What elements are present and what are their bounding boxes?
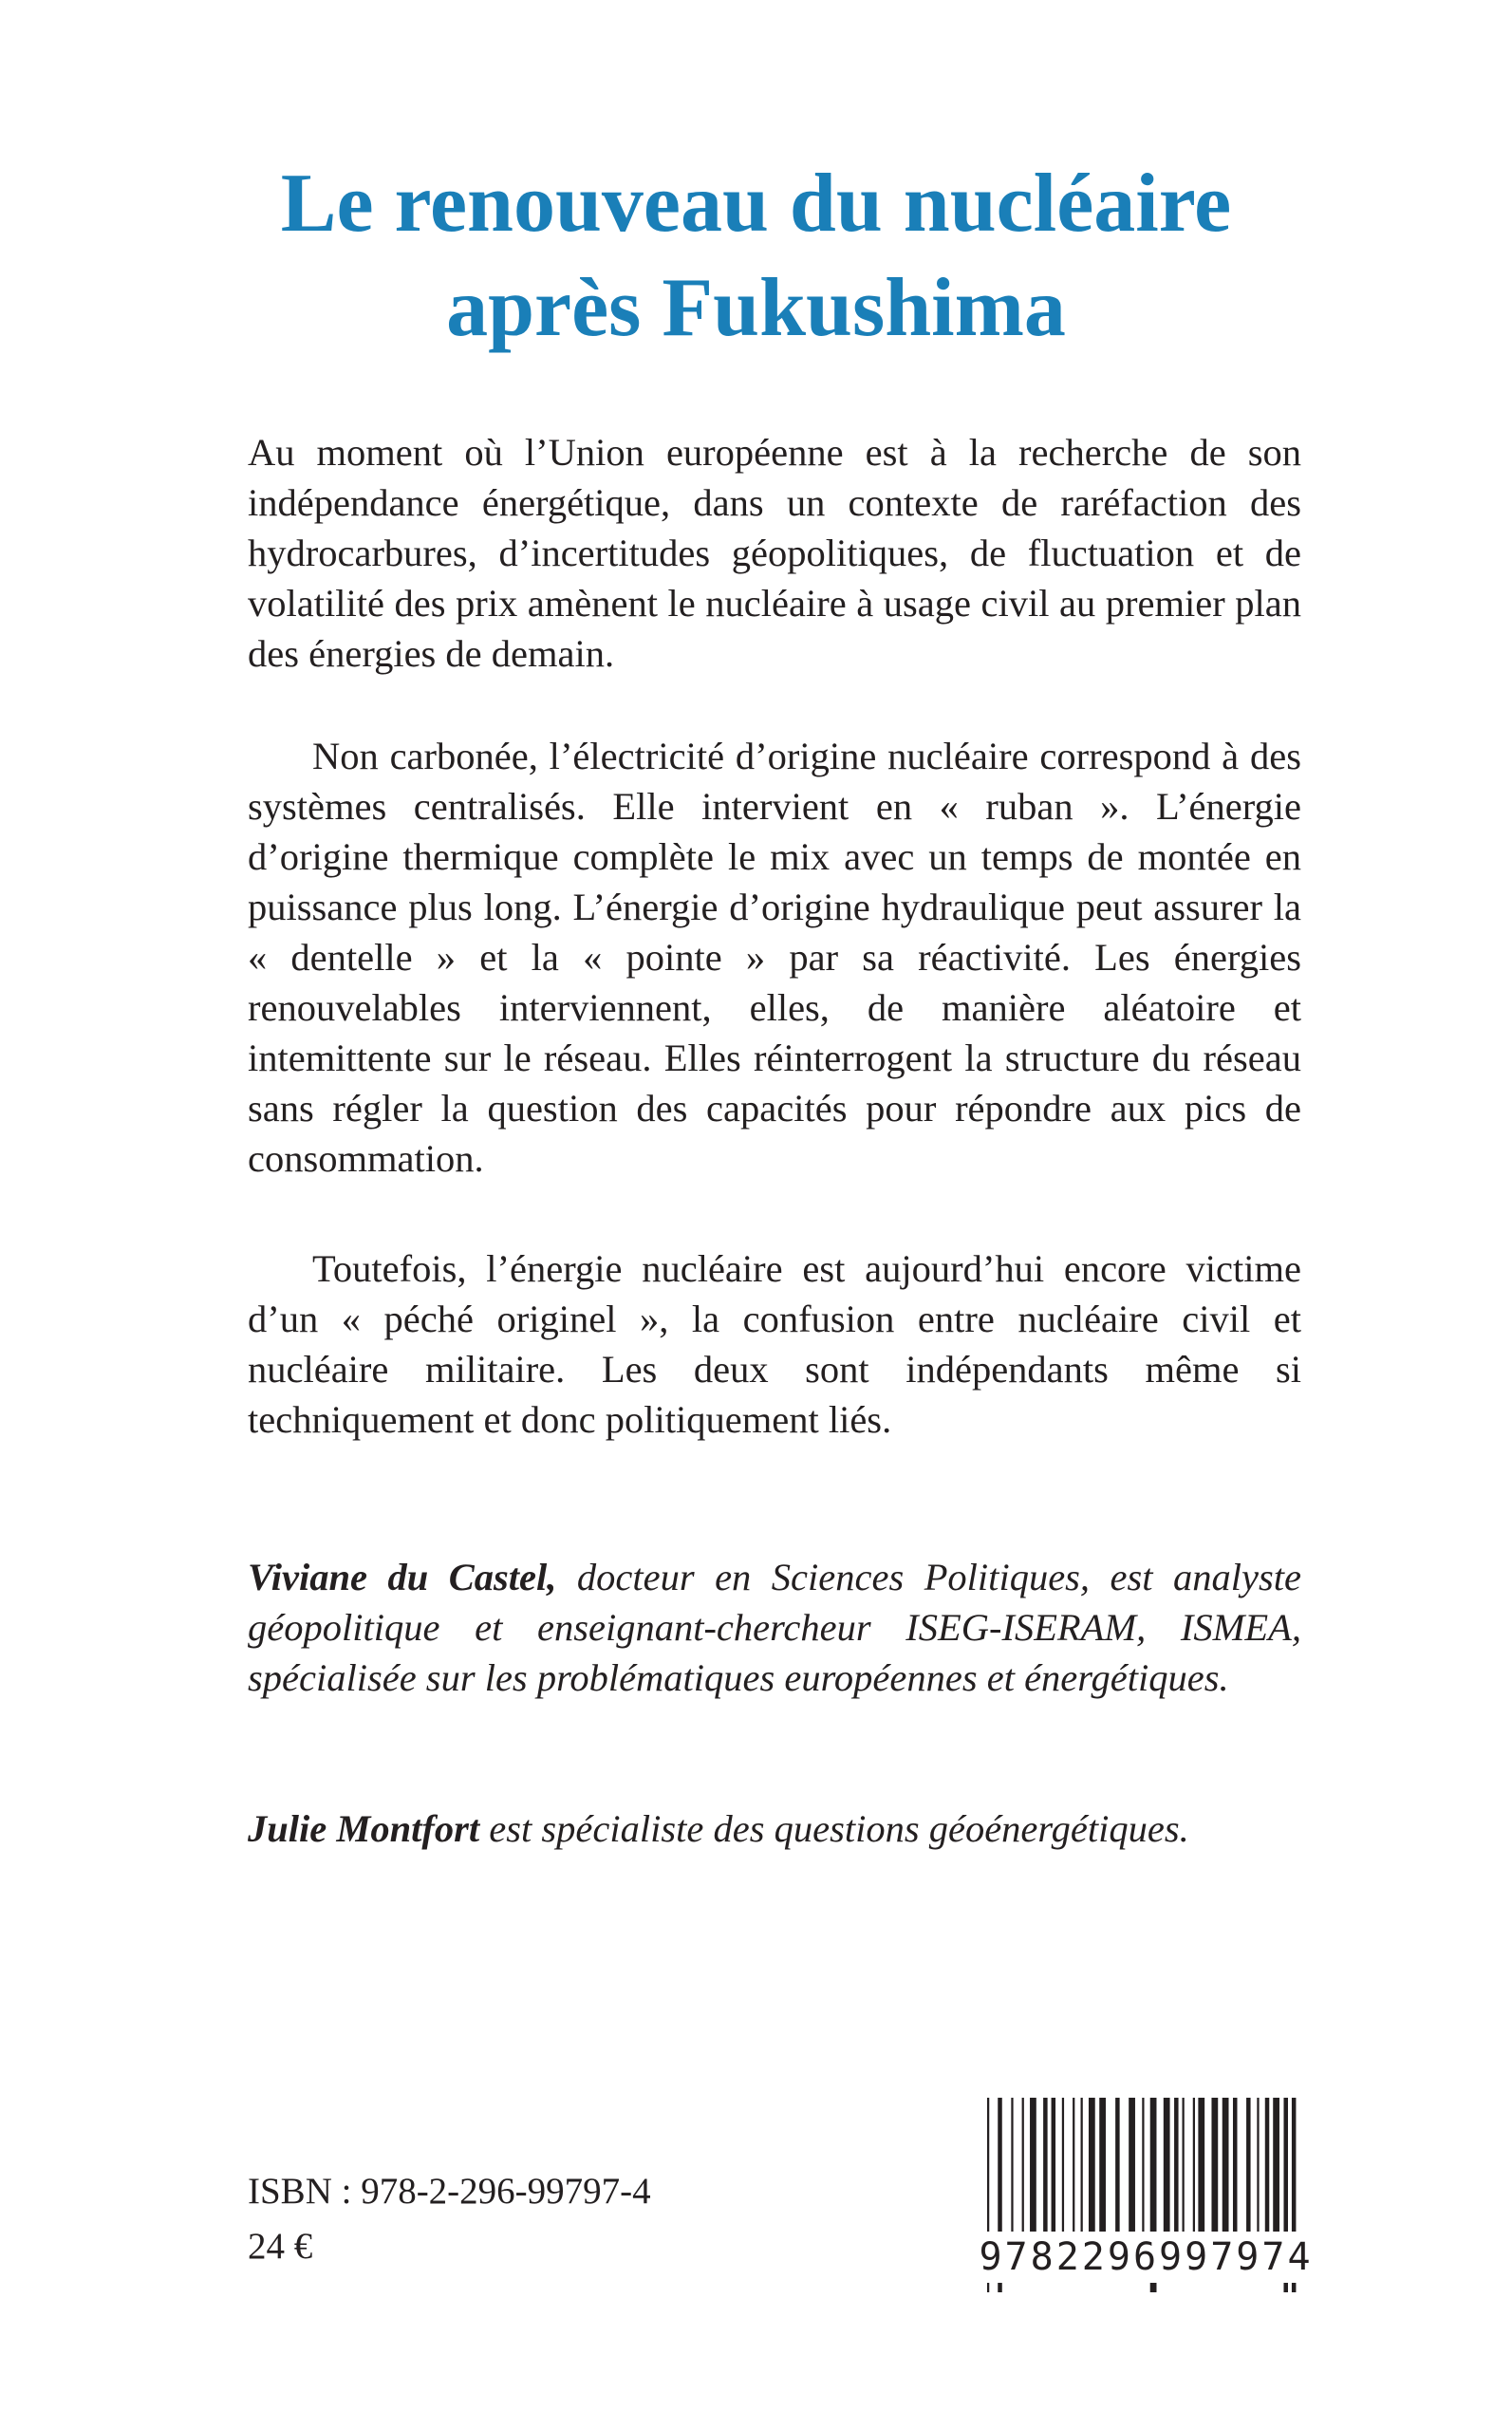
- title-line-2: après Fukushima: [446, 262, 1066, 354]
- title-line-1: Le renouveau du nucléaire: [280, 158, 1232, 250]
- author-1-name: Viviane du Castel,: [248, 1556, 557, 1598]
- author-1-description: docteur en Sciences Politiques, est analyste géopolitique et enseignant-chercheur ISEG-ISERAM, ISMEA, spécialisée sur les problématiques européennes et énergétiques.: [248, 1556, 1301, 1699]
- author-2-description: est spécialiste des questions géoénergétiques.: [479, 1807, 1189, 1850]
- summary-paragraph-3: Toutefois, l’énergie nucléaire est aujourd’hui encore victime d’un « péché originel », la confusion entre nucléaire civil et nucléaire militaire. Les deux sont indépendants même si techniquement et donc politiquement liés.: [248, 1247, 1301, 1441]
- barcode-digits: 9782296997974: [978, 2232, 1315, 2283]
- book-title: [0, 152, 1512, 361]
- author-2-name: Julie Montfort: [248, 1807, 480, 1850]
- isbn-text: ISBN : 978-2-296-99797-4: [248, 2171, 651, 2212]
- summary-paragraph-1: Au moment où l’Union européenne est à la recherche de son indépendance énergétique, dans un contexte de raréfaction des hydrocarbures, d’incertitudes géopolitiques, de fluctuation et de volatilité des prix amènent le nucléaire à usage civil au premier plan des énergies de demain.: [248, 431, 1301, 675]
- summary-paragraph-2: Non carbonée, l’électricité d’origine nucléaire correspond à des systèmes centralisés. Elle intervient en « ruban ». L’énergie d’origine thermique complète le mix avec un temps de montée en puissance plus long. L’énergie d’origine hydraulique peut assurer la « dentelle » et la « pointe » par sa réactivité. Les énergies renouvelables interviennent, elles, de manière aléatoire et intemittente sur le réseau. Elles réinterrogent la structure du réseau sans régler la question des capacités pour répondre aux pics de consommation.: [248, 735, 1301, 1180]
- author-bio-2: [248, 1803, 1301, 1854]
- author-bio-1: [248, 1552, 1301, 1703]
- price-text: 24 €: [248, 2226, 313, 2267]
